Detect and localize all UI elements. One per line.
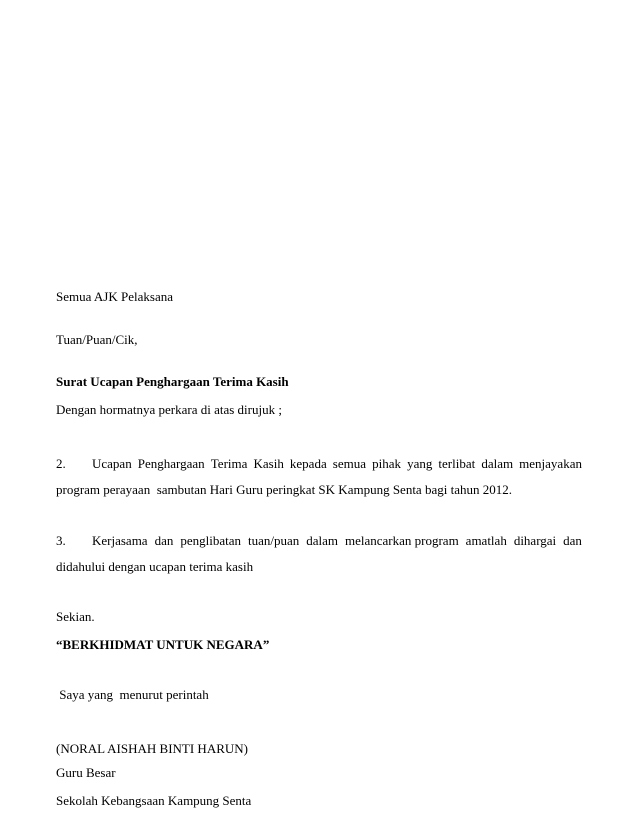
paragraph-2-word: terlibat	[438, 456, 476, 471]
reference-line: Dengan hormatnya perkara di atas dirujuk ;	[56, 402, 282, 417]
paragraph-3-word: penglibatan	[180, 533, 241, 548]
school-name: Sekolah Kebangsaan Kampung Senta	[56, 793, 252, 808]
recipient-line: Semua AJK Pelaksana	[56, 289, 173, 304]
paragraph-2	[56, 456, 582, 498]
paragraph-3-word: dihargai	[513, 533, 557, 548]
subject-line: Surat Ucapan Penghargaan Terima Kasih	[56, 374, 289, 389]
signatory-title: Guru Besar	[56, 765, 116, 780]
paragraph-3-word: amatlah	[465, 533, 507, 548]
signatory-name: (NORAL AISHAH BINTI HARUN)	[56, 741, 248, 756]
paragraph-2-word: Ucapan	[92, 456, 132, 471]
closing-line: Sekian.	[56, 609, 95, 624]
paragraph-2-number-and-words	[56, 456, 132, 472]
paragraph-2-second-line: program perayaan sambutan Hari Guru peringkat SK Kampung Senta bagi tahun 2012.	[56, 482, 512, 497]
motto-line: “BERKHIDMAT UNTUK NEGARA”	[56, 637, 270, 652]
salutation-line: Tuan/Puan/Cik,	[56, 332, 138, 347]
paragraph-2-first-line	[56, 456, 582, 472]
paragraph-2-word: semua	[332, 456, 367, 471]
sign-off-line: Saya yang menurut perintah	[56, 687, 209, 702]
paragraph-2-word: kepada	[289, 456, 327, 471]
paragraph-3-word: tuan/puan	[247, 533, 300, 548]
paragraph-2-word: Penghargaan	[137, 456, 205, 471]
paragraph-2-word: pihak	[372, 456, 401, 471]
paragraph-2-word: yang	[407, 456, 433, 471]
paragraph-2-word: dalam	[481, 456, 514, 471]
paragraph-3-word: dan	[154, 533, 174, 548]
paragraph-3-number-and-words	[56, 533, 148, 549]
paragraph-3-number: 3.	[56, 533, 66, 548]
paragraph-3-word: Kerjasama	[92, 533, 148, 548]
paragraph-2-word: menjayakan	[519, 456, 582, 471]
paragraph-3-word: dan	[563, 533, 582, 548]
paragraph-3-word: dalam	[306, 533, 338, 548]
paragraph-2-word: Terima	[210, 456, 248, 471]
paragraph-2-number: 2.	[56, 456, 66, 471]
paragraph-2-word: Kasih	[253, 456, 284, 471]
paragraph-3	[56, 533, 582, 575]
paragraph-3-second-line: didahului dengan ucapan terima kasih	[56, 559, 254, 574]
paragraph-3-word: melancarkan program	[344, 533, 459, 548]
paragraph-3-first-line	[56, 533, 582, 549]
